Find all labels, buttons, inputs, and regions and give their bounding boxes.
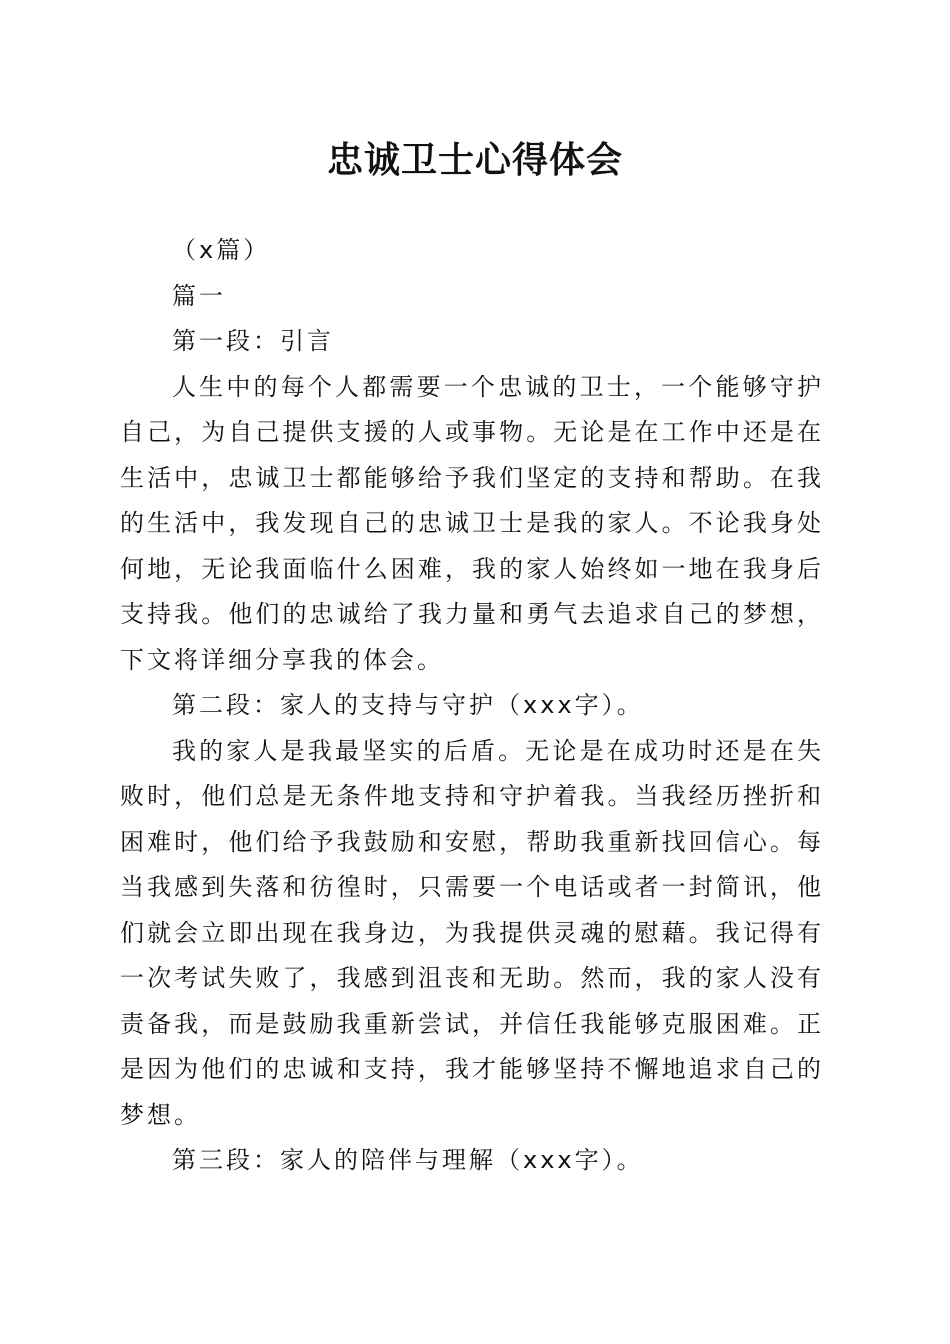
part-count-note: （x篇） xyxy=(172,236,271,264)
section-heading-3: 第三段：家人的陪伴与理解（xxx字）。 xyxy=(172,1146,644,1174)
paragraph-1: 人生中的每个人都需要一个忠诚的卫士，一个能够守护自己，为自己提供支援的人或事物。无论是在工作中还是在生活中，忠诚卫士都能够给予我们坚定的支持和帮助。在我的生活中，我发现自己的忠诚卫士是我的家人。不论我身处何地，无论我面临什么困难，我的家人始终如一地在我身后支持我。他们的忠诚给了我力量和勇气去追求自己的梦想，下文将详细分享我的体会。 xyxy=(120,372,824,674)
document-title: 忠诚卫士心得体会 xyxy=(326,139,623,181)
part-heading: 篇一 xyxy=(172,281,226,310)
section-heading-1: 第一段：引言 xyxy=(172,327,334,355)
section-heading-2: 第二段：家人的支持与守护（xxx字）。 xyxy=(172,691,644,719)
document-body xyxy=(120,228,824,1184)
paragraph-2: 我的家人是我最坚实的后盾。无论是在成功时还是在失败时，他们总是无条件地支持和守护着我。当我经历挫折和困难时，他们给予我鼓励和安慰，帮助我重新找回信心。每当我感到失落和彷徨时，只需要一个电话或者一封简讯，他们就会立即出现在我身边，为我提供灵魂的慰藉。我记得有一次考试失败了，我感到沮丧和无助。然而，我的家人没有责备我，而是鼓励我重新尝试，并信任我能够克服困难。正是因为他们的忠诚和支持，我才能够坚持不懈地追求自己的梦想。 xyxy=(120,736,824,1129)
